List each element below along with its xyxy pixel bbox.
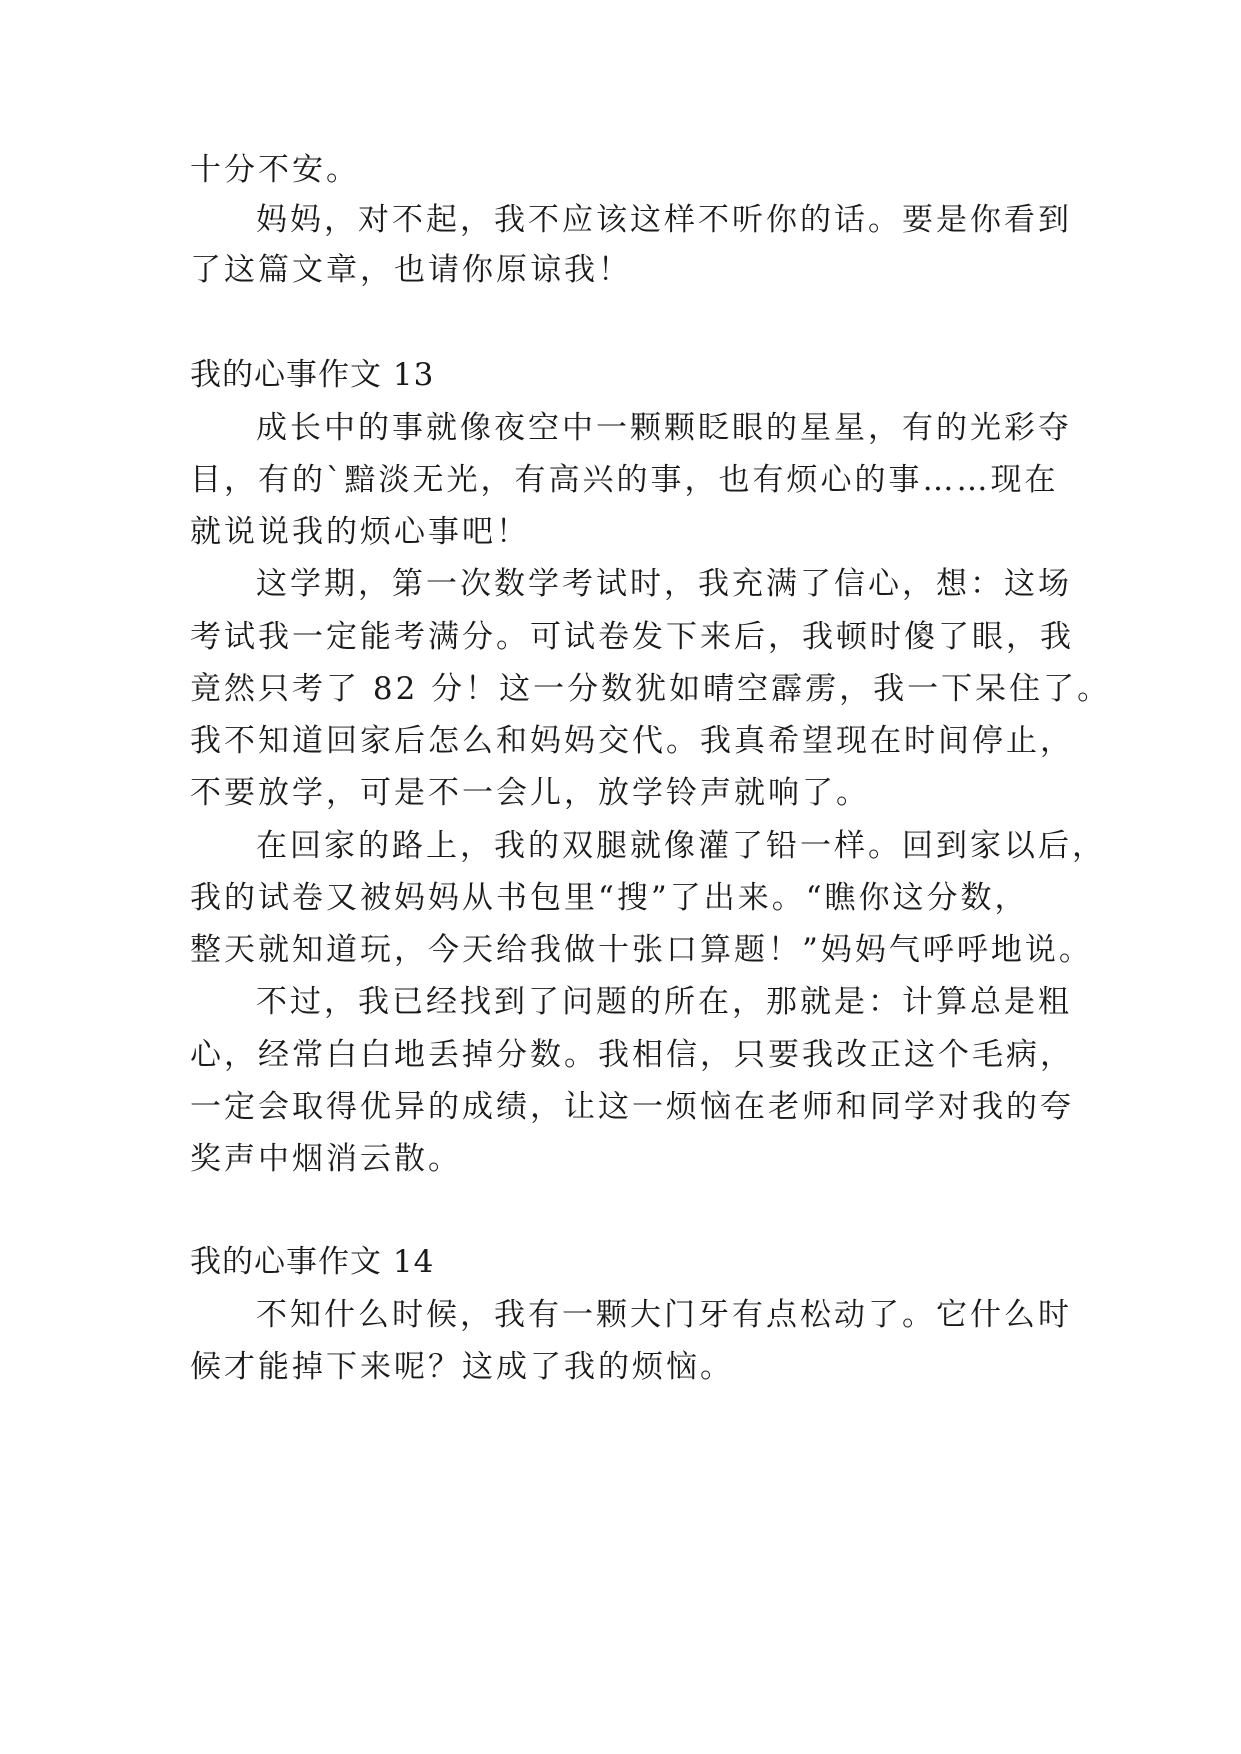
paragraph-line: 妈妈，对不起，我不应该这样不听你的话。要是你看到 — [256, 202, 1072, 238]
paragraph-line: 我不知道回家后怎么和妈妈交代。我真希望现在时间停止， — [190, 723, 1074, 759]
paragraph-line: 了这篇文章，也请你原谅我！ — [190, 252, 632, 288]
essay-title-13: 我的心事作文 13 — [190, 357, 435, 393]
paragraph-line: 奖声中烟消云散。 — [190, 1141, 462, 1177]
paragraph-line: 不过，我已经找到了问题的所在，那就是：计算总是粗 — [256, 984, 1072, 1020]
paragraph-line: 不知什么时候，我有一颗大门牙有点松动了。它什么时 — [256, 1297, 1072, 1333]
paragraph-line: 竟然只考了 82 分！这一分数犹如晴空霹雳，我一下呆住了。 — [190, 671, 1112, 707]
paragraph-line: 考试我一定能考满分。可试卷发下来后，我顿时傻了眼，我 — [190, 619, 1074, 655]
paragraph-line: 一定会取得优异的成绩，让这一烦恼在老师和同学对我的夸 — [190, 1089, 1074, 1125]
paragraph-line: 这学期，第一次数学考试时，我充满了信心，想：这场 — [256, 566, 1072, 602]
paragraph-line: 成长中的事就像夜空中一颗颗眨眼的星星，有的光彩夺 — [256, 410, 1072, 446]
paragraph-line: 整天就知道玩，今天给我做十张口算题！”妈妈气呼呼地说。 — [190, 932, 1093, 968]
paragraph-line: 候才能掉下来呢？这成了我的烦恼。 — [190, 1349, 734, 1385]
paragraph-line: 目，有的`黯淡无光，有高兴的事，也有烦心的事……现在 — [190, 462, 1059, 498]
paragraph-line: 在回家的路上，我的双腿就像灌了铅一样。回到家以后， — [256, 828, 1106, 864]
paragraph-line: 不要放学，可是不一会儿，放学铃声就响了。 — [190, 775, 870, 811]
paragraph-line: 就说说我的烦心事吧！ — [190, 514, 530, 550]
paragraph-line: 心，经常白白地丢掉分数。我相信，只要我改正这个毛病， — [190, 1037, 1074, 1073]
paragraph-line: 我的试卷又被妈妈从书包里“搜”了出来。“瞧你这分数， — [190, 880, 1029, 916]
essay-title-14: 我的心事作文 14 — [190, 1244, 435, 1280]
paragraph-line: 十分不安。 — [190, 152, 360, 188]
